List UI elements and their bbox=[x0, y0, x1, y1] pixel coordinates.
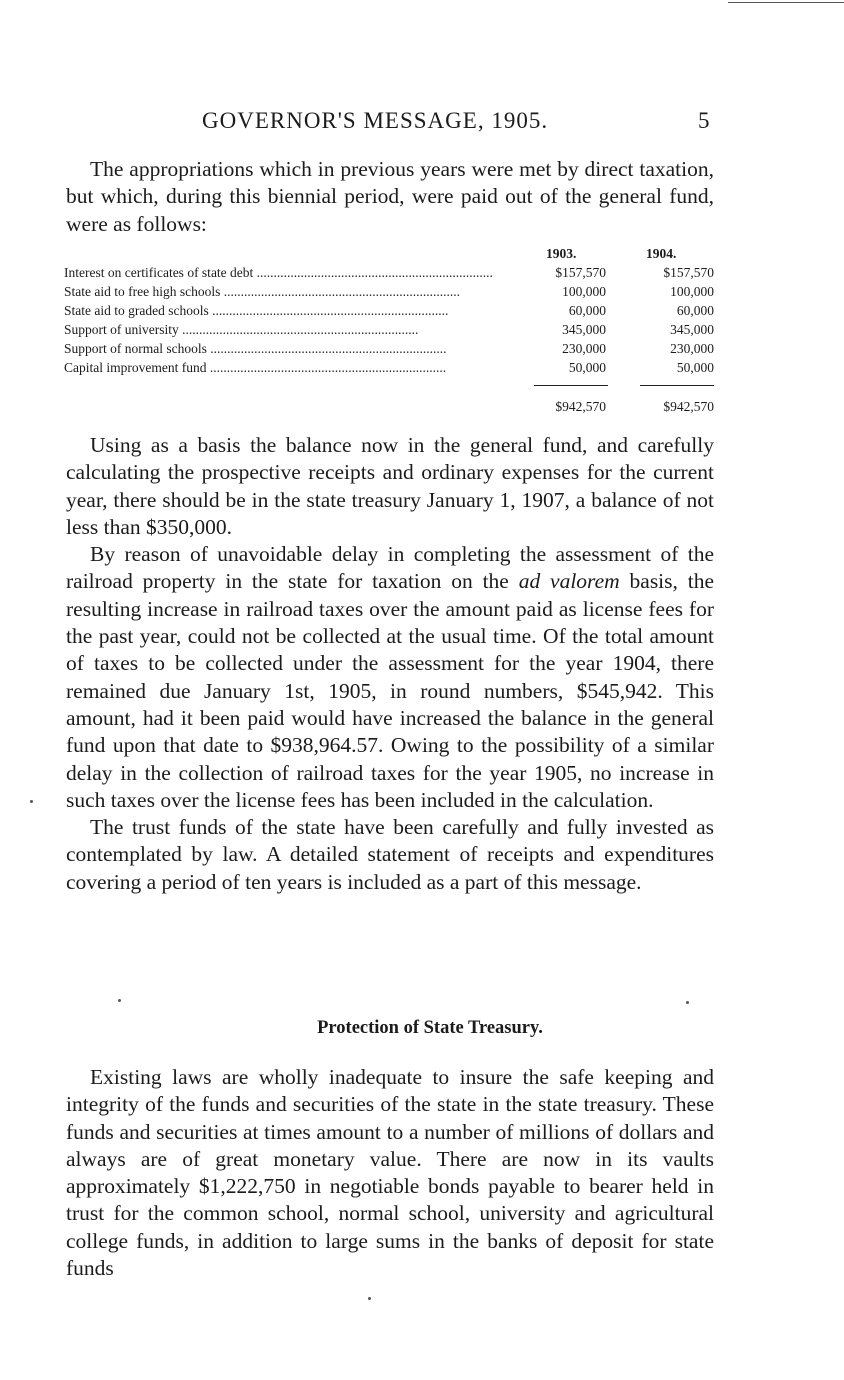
running-title: GOVERNOR'S MESSAGE, 1905. bbox=[202, 108, 549, 133]
intro-text: The appropriations which in previous years were met by direct taxation, but which, during this biennial period, were paid out of the general fund, were as follows: bbox=[66, 157, 714, 236]
row-label: Support of normal schools ..... bbox=[64, 339, 504, 358]
value-1903: 100,000 bbox=[562, 284, 606, 299]
value-1904: 50,000 bbox=[676, 360, 714, 375]
value-1903: 230,000 bbox=[562, 341, 606, 356]
intro-paragraph bbox=[66, 156, 714, 238]
total-rule-1903 bbox=[534, 385, 608, 386]
railroad-text-start: By reason of unavoidable delay in completing the assessment of the railroad property in the state for taxation on the bbox=[66, 542, 714, 594]
value-1904: 60,000 bbox=[676, 303, 714, 318]
body-text bbox=[66, 432, 714, 896]
page-speck bbox=[368, 1297, 371, 1300]
page-header bbox=[0, 108, 844, 142]
value-1903: 345,000 bbox=[562, 322, 606, 337]
row-label: Capital improvement fund ..... bbox=[64, 358, 504, 377]
value-1904: 100,000 bbox=[670, 284, 714, 299]
page-number: 5 bbox=[698, 108, 710, 133]
table-row bbox=[64, 358, 720, 377]
railroad-text-end: basis, the resulting increase in railroad taxes over the amount paid as license fees for the past year, could not be collected at the usual time. Of the total amount of taxes to be collected under the assessment for the year 1904, there remained due January 1st, 1905, in round numbers, $545,942. This amount, had it been paid would have increased the balance in the general fund upon that date to $938,964.57. Owing to the possibility of a similar delay in the collection of railroad taxes for the year 1905, no increase in such taxes over the license fees has been included in the calculation. bbox=[66, 569, 714, 812]
appropriations-table bbox=[64, 244, 720, 414]
row-label: State aid to graded schools ..... bbox=[64, 301, 504, 320]
table-row bbox=[64, 282, 720, 301]
row-label: State aid to free high schools ..... bbox=[64, 282, 504, 301]
value-1903: 50,000 bbox=[568, 360, 606, 375]
row-label: Interest on certificates of state debt ..... bbox=[64, 263, 504, 282]
treasury-section bbox=[66, 1064, 714, 1282]
value-1904: 345,000 bbox=[670, 322, 714, 337]
column-header-1903: 1903. bbox=[546, 246, 577, 261]
total-rule-1904 bbox=[640, 385, 714, 386]
table-row bbox=[64, 320, 720, 339]
value-1903: $157,570 bbox=[555, 265, 606, 280]
section-heading bbox=[0, 1018, 844, 1039]
table-row bbox=[64, 263, 720, 282]
top-edge-rule bbox=[728, 2, 844, 3]
balance-paragraph: Using as a basis the balance now in the general fund, and carefully calculating the prospective receipts and ordinary expenses for the current year, there should be in the state treasury January 1, 1907, a balance of not less than $350,000. bbox=[66, 433, 714, 539]
trust-funds-paragraph: The trust funds of the state have been carefully and fully invested as contemplated by law. A detailed statement of receipts and expenditures covering a period of ten years is included as a part of this message. bbox=[66, 815, 714, 894]
value-1904: 230,000 bbox=[670, 341, 714, 356]
table-header bbox=[64, 244, 720, 263]
total-1903: $942,570 bbox=[555, 399, 606, 414]
total-1904: $942,570 bbox=[663, 399, 714, 414]
totals-row bbox=[64, 397, 720, 416]
page-speck bbox=[30, 800, 33, 803]
column-header-1904: 1904. bbox=[646, 246, 677, 261]
value-1903: 60,000 bbox=[568, 303, 606, 318]
page-speck bbox=[686, 1001, 689, 1004]
railroad-tax-paragraph bbox=[66, 541, 714, 814]
table-row bbox=[64, 301, 720, 320]
section-heading-text: Protection of State Treasury. bbox=[317, 1018, 543, 1038]
value-1904: $157,570 bbox=[663, 265, 714, 280]
page-speck bbox=[118, 999, 121, 1002]
table-row bbox=[64, 339, 720, 358]
ad-valorem-italic: ad valorem bbox=[518, 569, 620, 594]
treasury-paragraph: Existing laws are wholly inadequate to insure the safe keeping and integrity of the funds and securities of the state in the state treasury. These funds and securities at times amount to a number of millions of dollars and always are of great monetary value. There are now in its vaults approximately $1,222,750 in negotiable bonds payable to bearer held in trust for the common school, normal school, university and agricultural college funds, in addition to large sums in the banks of deposit for state funds bbox=[66, 1065, 714, 1281]
row-label: Support of university ..... bbox=[64, 320, 504, 339]
